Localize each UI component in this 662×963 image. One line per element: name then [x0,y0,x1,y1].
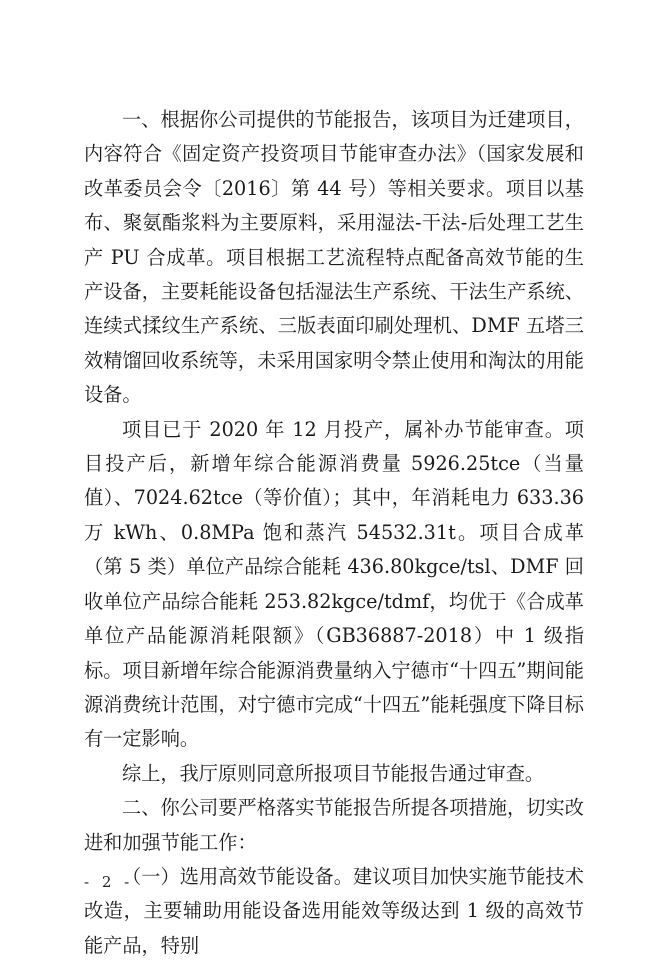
paragraph-project-compliance: 一、根据你公司提供的节能报告，该项目为迁建项目，内容符合《固定资产投资项目节能审查办法》（国家发展和改革委员会令〔2016〕第 44 号）等相关要求。项目以基布、聚氨酯浆料为主要原料，采用湿法-干法-后处理工艺生产 PU 合成革。项目根据工艺流程特点配备高效节能的生产设备，主要耗能设备包括湿法生产系统、干法生产系统、连续式揉纹生产系统、三版表面印刷处理机、DMF 五塔三效精馏回收系统等，未采用国家明令禁止使用和淘汰的用能设备。 [84,108,584,407]
document-body [84,103,584,963]
paragraph-efficient-equipment: （一）选用高效节能设备。建议项目加快实施节能技术改造，主要辅助用能设备选用能效等级达到 1 级的高效节能产品，特别 [84,864,584,957]
paragraph-energy-consumption: 项目已于 2020 年 12 月投产，属补办节能审查。项目投产后，新增年综合能源消费量 5926.25tce（当量值）、7024.62tce（等价值）；其中，年消耗电力 633.36 万 kWh、0.8MPa 饱和蒸汽 54532.31t。项目合成革（第 5 类）单位产品综合能耗 436.80kgce/tsl、DMF 回收单位产品综合能耗 253.82kgce/tdmf，均优于《合成革单位产品能源消耗限额》（GB36887-2018）中 1 级指标。项目新增年综合能源消费量纳入宁德市“十四五”期间能源消费统计范围，对宁德市完成“十四五”能耗强度下降目标有一定影响。 [84,417,584,751]
paragraph-section-two-heading: 二、你公司要严格落实节能报告所提各项措施，切实改进和加强节能工作： [84,796,584,854]
paragraph-approval-conclusion: 综上，我厅原则同意所报项目节能报告通过审查。 [122,761,545,785]
page-number: - 2 - [84,873,134,891]
